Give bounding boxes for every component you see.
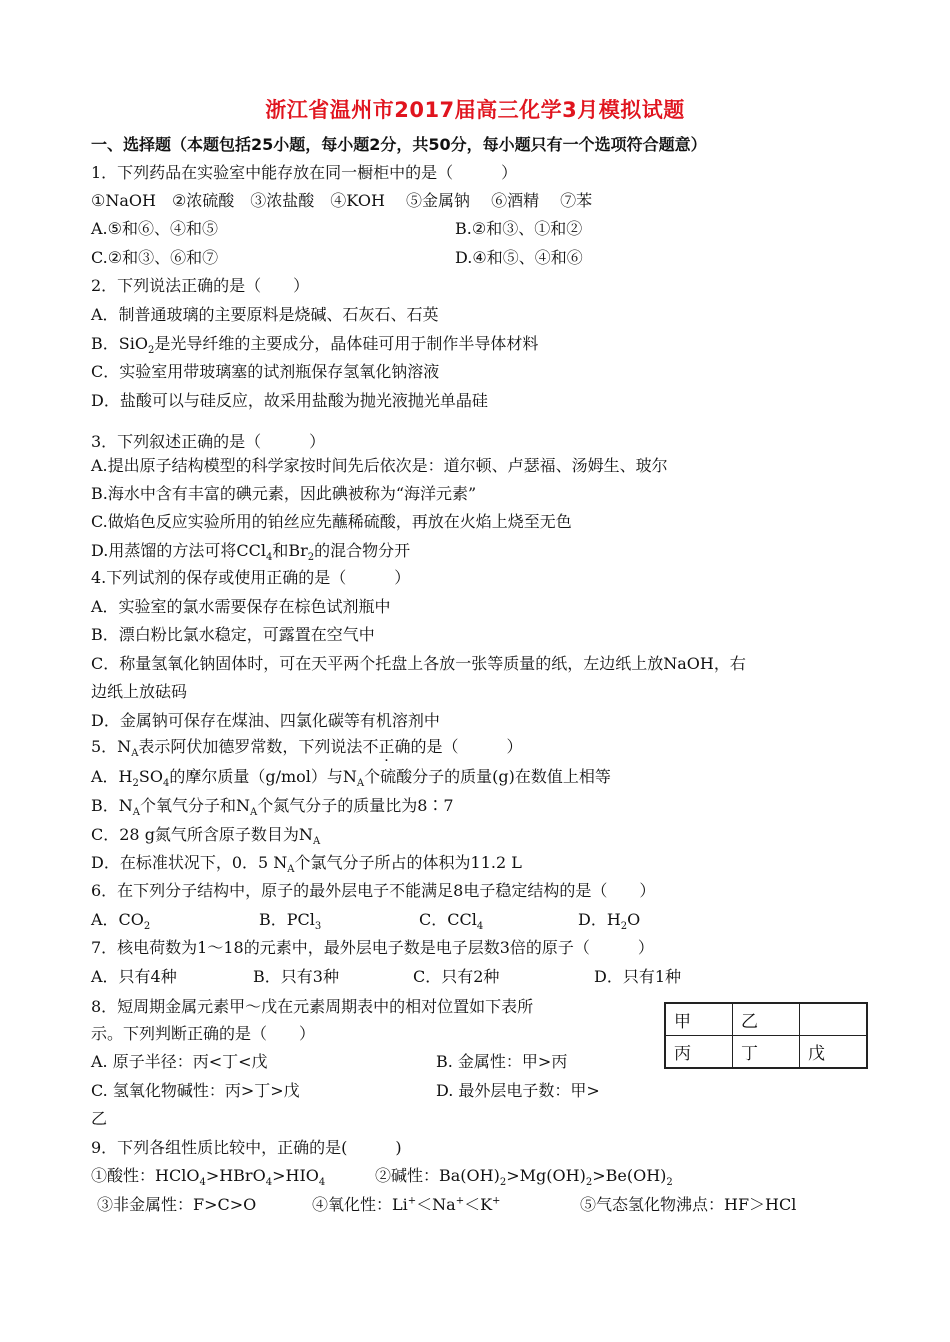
page-title: 浙江省温州市2017届高三化学3月模拟试题 — [265, 98, 685, 122]
q2-option-d: D．盐酸可以与硅反应，故采用盐酸为抛光液抛光单晶硅 — [91, 391, 488, 410]
q3-option-b: B.海水中含有丰富的碘元素，因此碘被称为“海洋元素” — [91, 484, 477, 503]
q3-stem: 3．下列叙述正确的是（ ） — [91, 432, 326, 451]
q7-option-a: A．只有4种 — [91, 967, 177, 986]
q4-option-a: A．实验室的氯水需要保存在棕色试剂瓶中 — [91, 597, 391, 616]
q3-option-a: A.提出原子结构模型的科学家按时间先后依次是：道尔顿、卢瑟福、汤姆生、玻尔 — [91, 456, 668, 475]
q8-option-d-wrap: 乙 — [91, 1109, 108, 1128]
q1-option-a: A.⑤和⑥、④和⑤ — [91, 219, 218, 238]
section-heading: 一、选择题（本题包括25小题，每小题2分，共50分，每小题只有一个选项符合题意） — [91, 135, 707, 154]
q7-stem: 7．核电荷数为1～18的元素中，最外层电子数是电子层数3倍的原子（ ） — [91, 938, 654, 957]
q9-item-3: ③非金属性：F>C>O — [97, 1195, 257, 1214]
q9-item-5: ⑤气态氢化物沸点：HF＞HCl — [580, 1195, 797, 1214]
q4-stem: 4.下列试剂的保存或使用正确的是（ ） — [91, 568, 411, 587]
q6-option-d: D．$H_2O$ — [578, 910, 641, 933]
emphasis-dots: 不正确 — [362, 737, 411, 756]
q6-stem: 6．在下列分子结构中，原子的最外层电子不能满足8电子稳定结构的是（ ） — [91, 881, 656, 900]
q1-option-b: B.②和③、①和② — [455, 219, 583, 238]
q3-option-c: C.做焰色反应实验所用的铂丝应先蘸稀硫酸，再放在火焰上烧至无色 — [91, 512, 572, 531]
q5-option-a: A．$H_2SO_4$的摩尔质量（g/mol）与$N_A$个硫酸分子的质量(g)在数值上相等 — [91, 767, 611, 790]
q5-stem: 5．$N_A$表示阿伏加德罗常数，下列说法不正确的是（ ） — [91, 737, 523, 760]
table-cell: 丙 — [665, 1036, 733, 1069]
q8-option-d: D. 最外层电子数：甲> — [436, 1081, 600, 1100]
table-row — [665, 1003, 867, 1036]
q8-stem-line1: 8．短周期金属元素甲～戊在元素周期表中的相对位置如下表所 — [91, 997, 534, 1016]
q9-stem: 9．下列各组性质比较中，正确的是( ) — [91, 1138, 402, 1157]
q2-option-b: B．SiO$_2$是光导纤维的主要成分，晶体硅可用于制作半导体材料 — [91, 334, 539, 357]
table-cell: 戊 — [800, 1036, 868, 1069]
q1-items: ①NaOH ②浓硫酸 ③浓盐酸 ④KOH ⑤金属钠 ⑥酒精 ⑦苯 — [91, 191, 593, 210]
q8-option-b: B. 金属性：甲>丙 — [436, 1052, 568, 1071]
q1-option-c: C.②和③、⑥和⑦ — [91, 248, 219, 267]
q4-option-b: B．漂白粉比氯水稳定，可露置在空气中 — [91, 625, 375, 644]
q9-item-4: ④氧化性：Li+＜Na+＜K+ — [312, 1195, 501, 1214]
q1-stem: 1．下列药品在实验室中能存放在同一橱柜中的是（ ） — [91, 163, 518, 182]
q5-option-b: B．$N_A$个氧气分子和$N_A$个氮气分子的质量比为8∶7 — [91, 796, 454, 819]
q3-option-d: D.用蒸馏的方法可将CCl$_4$和$Br_2$的混合物分开 — [91, 541, 411, 564]
table-cell: 丁 — [733, 1036, 800, 1069]
q4-option-c-line2: 边纸上放砝码 — [91, 682, 188, 701]
q5-option-c: C．28 g氮气所含原子数目为$N_A$ — [91, 825, 321, 848]
q5-option-d: D．在标准状况下，0．5 $N_A$个氯气分子所占的体积为11.2 L — [91, 853, 522, 876]
q7-option-b: B．只有3种 — [253, 967, 339, 986]
table-row — [665, 1036, 867, 1069]
q8-option-a: A. 原子半径：丙<丁<戊 — [91, 1052, 268, 1071]
q7-option-d: D．只有1种 — [594, 967, 682, 986]
q6-option-c: C．CCl$_4$ — [419, 910, 484, 933]
periodic-table-fragment — [664, 1002, 868, 1069]
table-cell: 乙 — [733, 1003, 800, 1036]
table-cell: 甲 — [665, 1003, 733, 1036]
q4-option-d: D．金属钠可保存在煤油、四氯化碳等有机溶剂中 — [91, 711, 440, 730]
q8-option-c: C. 氢氧化物碱性：丙>丁>戊 — [91, 1081, 300, 1100]
q1-option-d: D.④和⑤、④和⑥ — [455, 248, 583, 267]
q2-option-c: C．实验室用带玻璃塞的试剂瓶保存氢氧化钠溶液 — [91, 362, 440, 381]
q8-stem-line2: 示。下列判断正确的是（ ） — [91, 1024, 316, 1043]
q4-option-c-line1: C．称量氢氧化钠固体时，可在天平两个托盘上各放一张等质量的纸，左边纸上放NaOH，右 — [91, 654, 746, 673]
q9-item-2: ②碱性：$Ba(OH)_2>Mg(OH)_2>Be(OH)_2$ — [375, 1166, 673, 1189]
q2-option-a: A．制普通玻璃的主要原料是烧碱、石灰石、石英 — [91, 305, 439, 324]
table-cell — [800, 1003, 868, 1036]
q6-option-a: A．$CO_2$ — [91, 910, 151, 933]
q9-item-1: ①酸性：$HClO_4>HBrO_4>HIO_4$ — [91, 1166, 326, 1189]
q6-option-b: B．PCl$_3$ — [259, 910, 322, 933]
q7-option-c: C．只有2种 — [413, 967, 500, 986]
q2-stem: 2．下列说法正确的是（ ） — [91, 276, 310, 295]
